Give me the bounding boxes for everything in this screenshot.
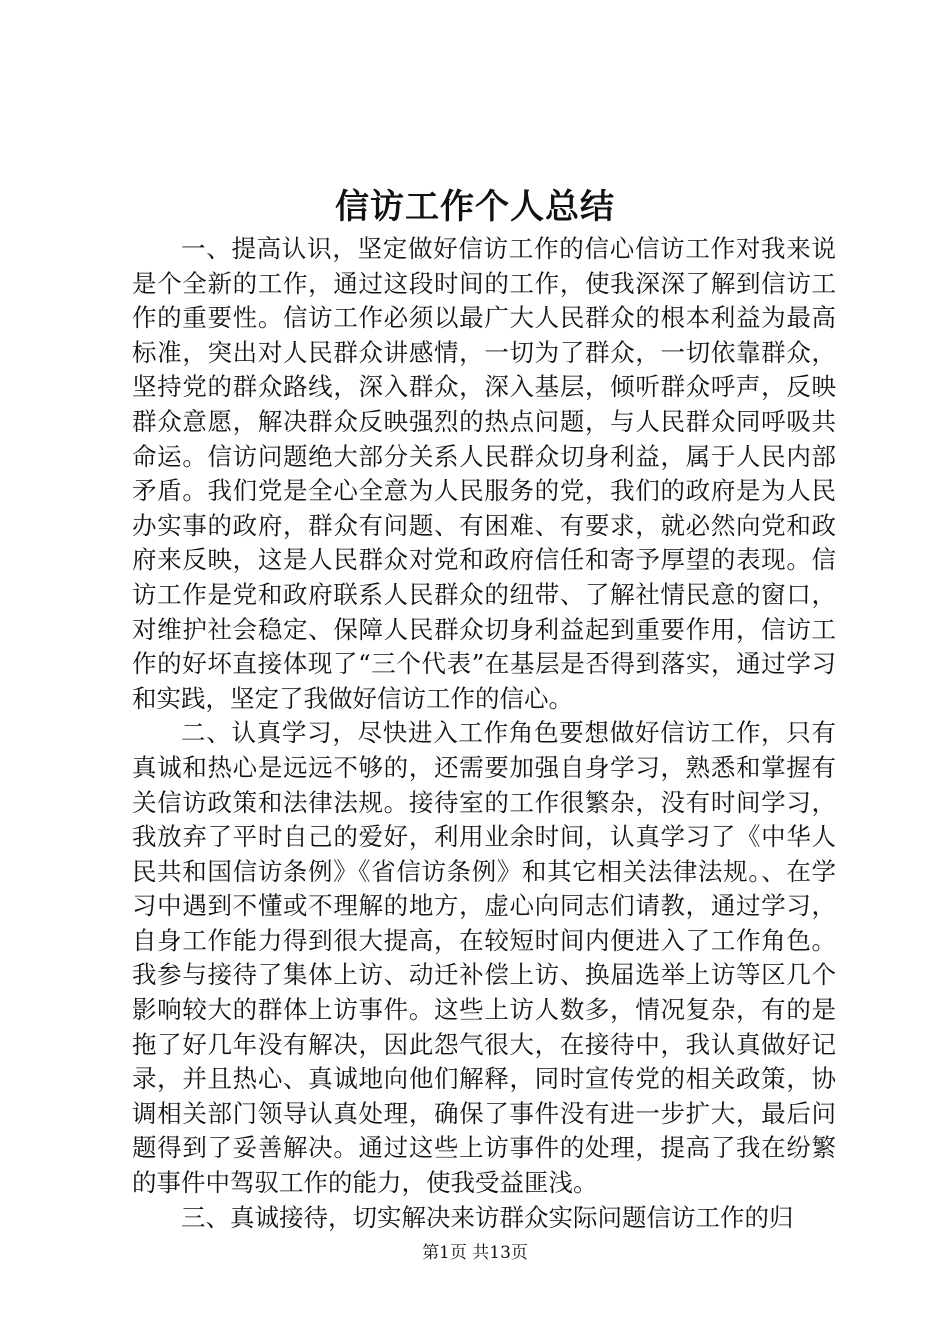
page-number-footer: 第1页 共13页 (422, 1243, 528, 1263)
paragraph-3: 三、真诚接待，切实解决来访群众实际问题信访工作的归 (181, 1202, 794, 1232)
paragraph-2: 二、认真学习，尽快进入工作角色要想做好信访工作，只有真诚和热心是远远不够的，还需要加强自身学习，熟悉和掌握有关信访政策和法律法规。接待室的工作很繁杂，没有时间学习，我放弃了平时自己的爱好，利用业余时间，认真学习了《中华人民共和国信访条例》《省信访条例》和其它相关法律法规。、在学习中遇到不懂或不理解的地方，虚心向同志们请教，通过学习，自身工作能力得到很大提高，在较短时间内便进入了工作角色。我参与接待了集体上访、动迁补偿上访、换届选举上访等区几个影响较大的群体上访事件。这些上访人数多，情况复杂，有的是拖了好几年没有解决，因此怨气很大，在接待中，我认真做好记录，并且热心、真诚地向他们解释，同时宣传党的相关政策，协调相关部门领导认真处理，确保了事件没有进一步扩大，最后问题得到了妥善解决。通过这些上访事件的处理，提高了我在纷繁的事件中驾驭工作的能力，使我受益匪浅。 (132, 718, 836, 1198)
document-body (132, 232, 836, 1235)
document-title: 信访工作个人总结 (335, 187, 615, 227)
paragraph-1: 一、提高认识，坚定做好信访工作的信心信访工作对我来说是个全新的工作，通过这段时间的工作，使我深深了解到信访工作的重要性。信访工作必须以最广大人民群众的根本利益为最高标准，突出对人民群众讲感情，一切为了群众，一切依靠群众，坚持党的群众路线，深入群众，深入基层，倾听群众呼声，反映群众意愿，解决群众反映强烈的热点问题，与人民群众同呼吸共命运。信访问题绝大部分关系人民群众切身利益，属于人民内部矛盾。我们党是全心全意为人民服务的党，我们的政府是为人民办实事的政府，群众有问题、有困难、有要求，就必然向党和政府来反映，这是人民群众对党和政府信任和寄予厚望的表现。信访工作是党和政府联系人民群众的纽带、了解社情民意的窗口，对维护社会稳定、保障人民群众切身利益起到重要作用，信访工作的好坏直接体现了“三个代表”在基层是否得到落实，通过学习和实践，坚定了我做好信访工作的信心。 (132, 234, 836, 713)
